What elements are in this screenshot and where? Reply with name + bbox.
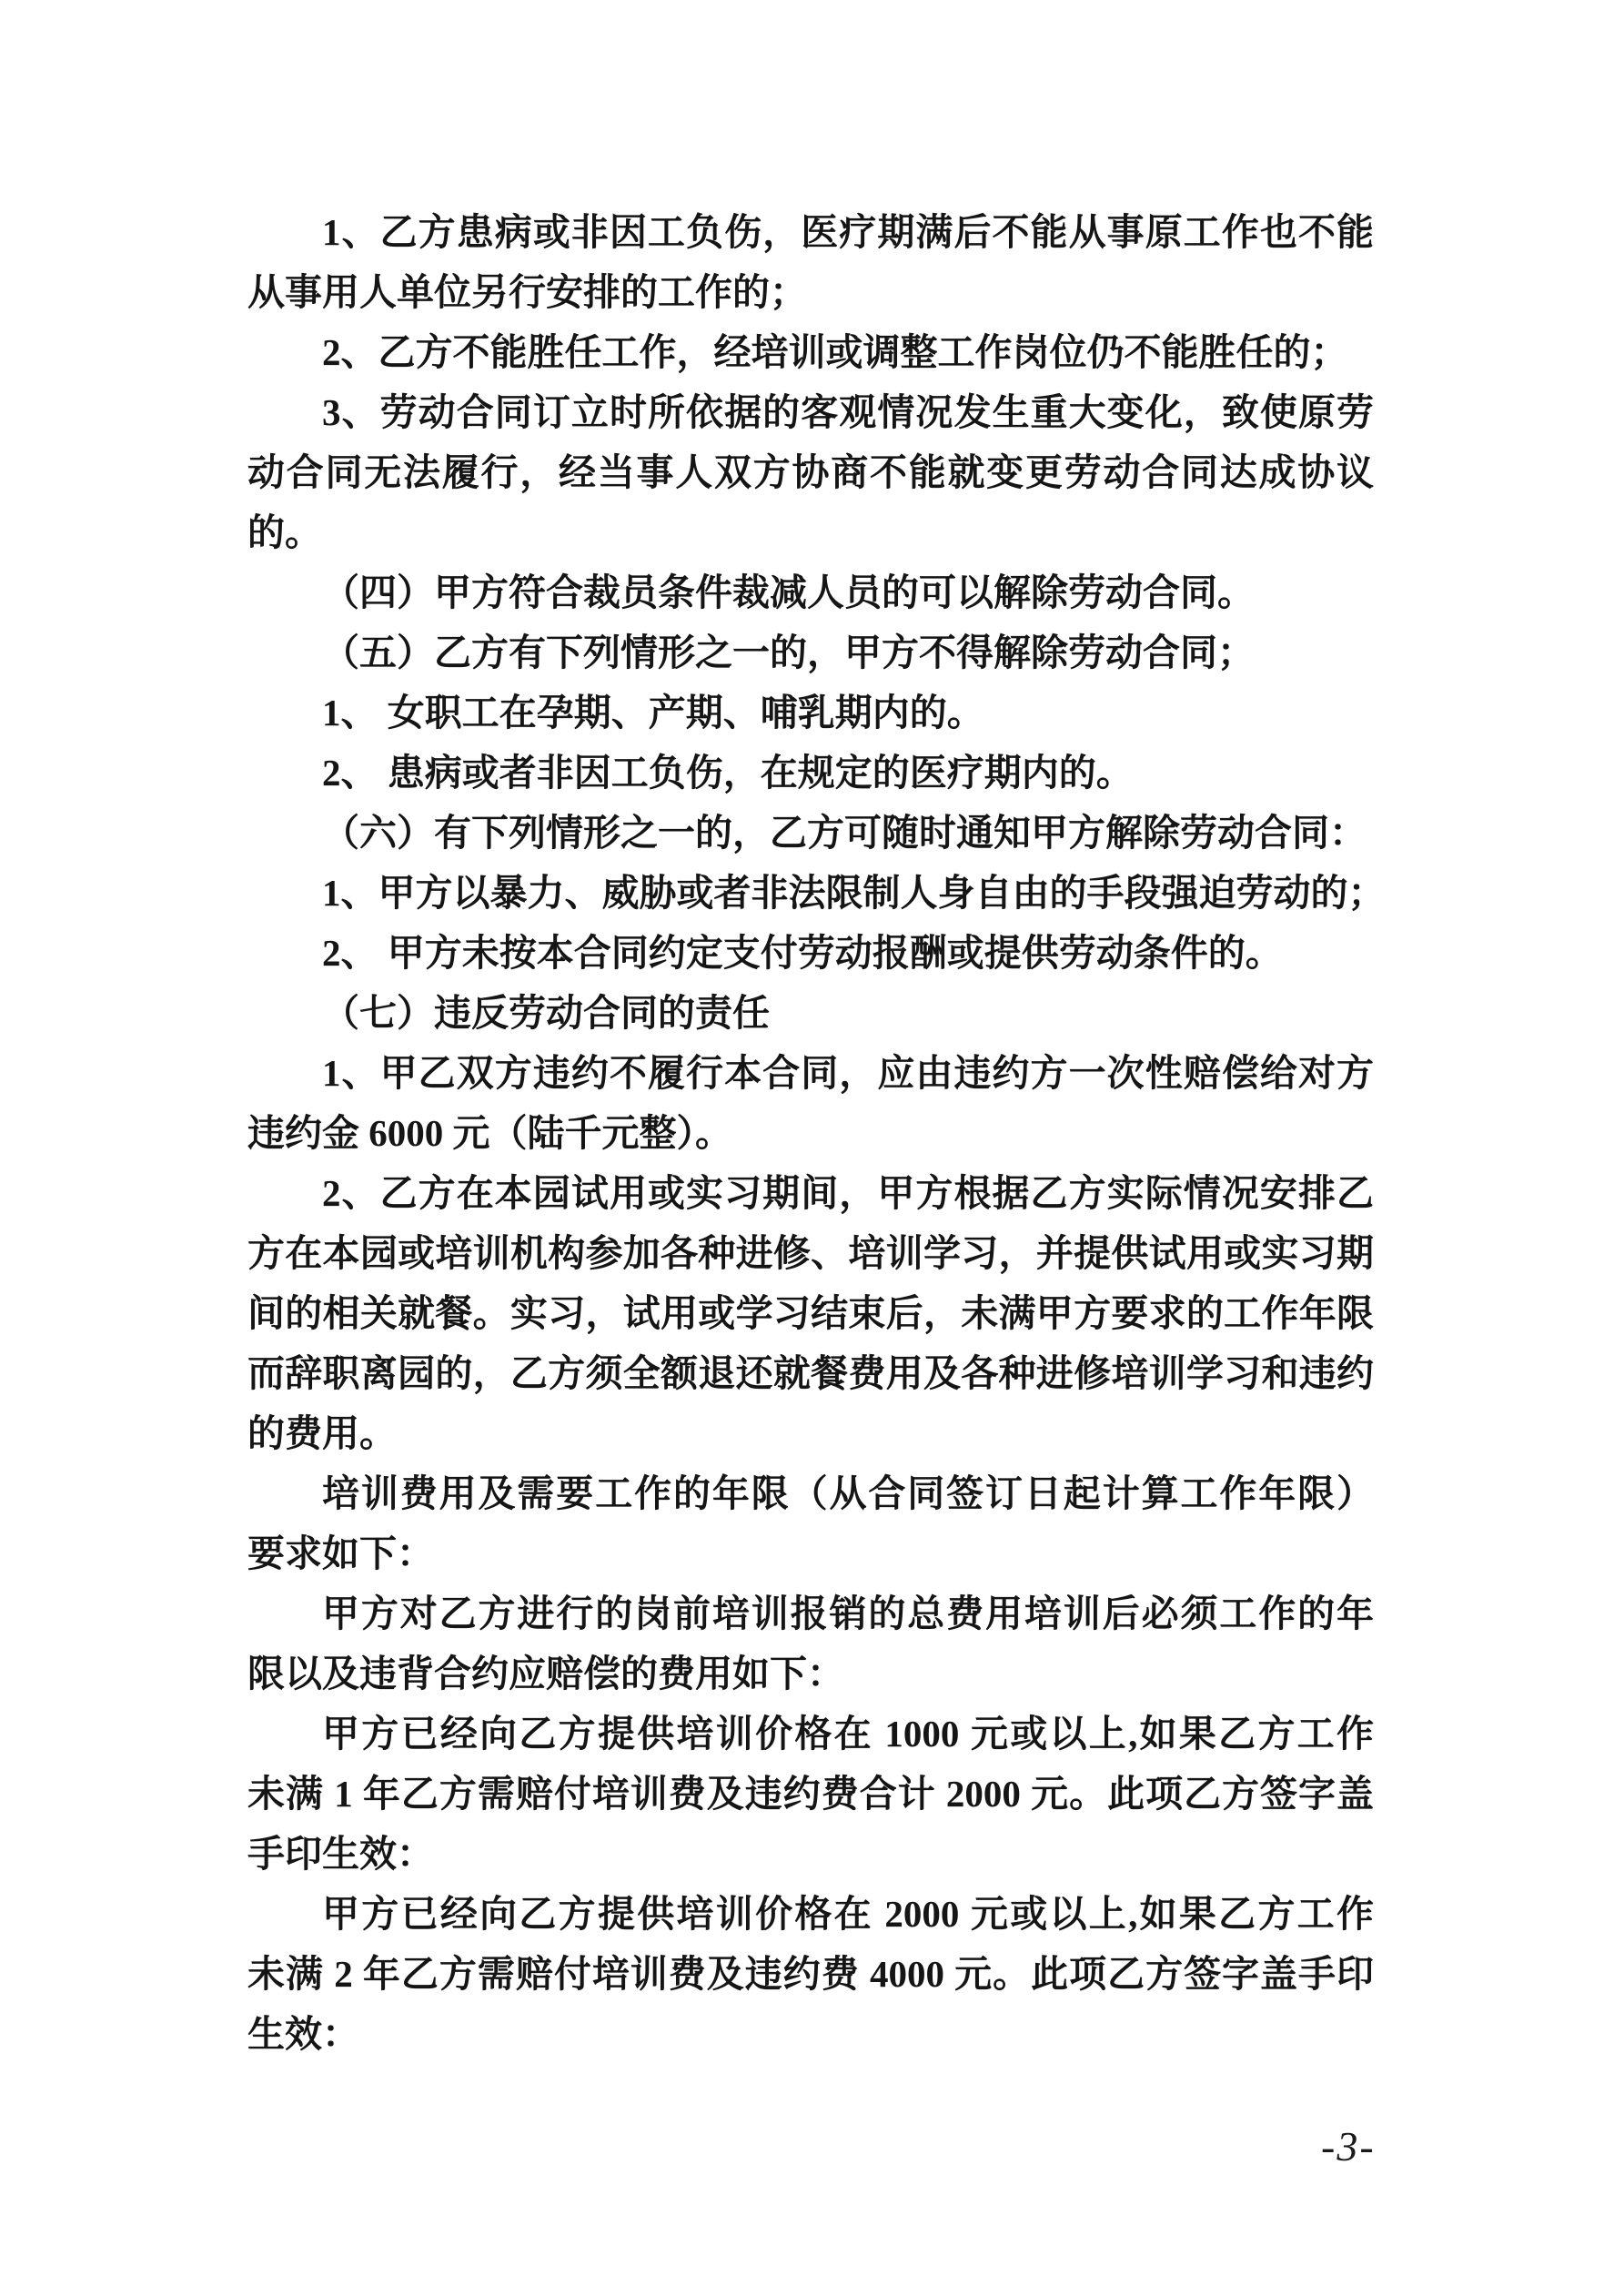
- page-number: -3-: [1321, 2123, 1376, 2170]
- text-line: 1、甲方以暴力、威胁或者非法限制人身自由的手段强迫劳动的；: [322, 872, 1386, 914]
- text-line: 未满 1 年乙方需赔付培训费及违约费合计 2000 元。此项乙方签字盖: [247, 1773, 1374, 1815]
- text-line: 要求如下：: [247, 1532, 434, 1574]
- text-line: （六）有下列情形之一的，乙方可随时通知甲方解除劳动合同：: [322, 812, 1367, 854]
- text-line: 甲方对乙方进行的岗前培训报销的总费用培训后必须工作的年: [322, 1593, 1374, 1634]
- text-line: 2、乙方在本园试用或实习期间，甲方根据乙方实际情况安排乙: [322, 1172, 1374, 1214]
- text-line: 1、甲乙双方违约不履行本合同，应由违约方一次性赔偿给对方: [322, 1052, 1374, 1094]
- text-line: 培训费用及需要工作的年限（从合同签订日起计算工作年限）: [322, 1472, 1374, 1514]
- text-line: 2、乙方不能胜任工作，经培训或调整工作岗位仍不能胜任的；: [322, 331, 1348, 373]
- text-line: 的费用。: [247, 1412, 397, 1454]
- text-line: 未满 2 年乙方需赔付培训费及违约费 4000 元。此项乙方签字盖手印: [247, 1953, 1374, 1995]
- text-line: 方在本园或培训机构参加各种进修、培训学习，并提供试用或实习期: [247, 1232, 1374, 1274]
- text-line: 限以及违背合约应赔偿的费用如下：: [247, 1653, 844, 1694]
- text-line: （五）乙方有下列情形之一的，甲方不得解除劳动合同；: [322, 632, 1255, 673]
- text-line: 间的相关就餐。实习，试用或学习结束后，未满甲方要求的工作年限: [247, 1292, 1374, 1334]
- text-line: 动合同无法履行，经当事人双方协商不能就变更劳动合同达成协议: [247, 451, 1374, 493]
- text-line: （七）违反劳动合同的责任: [322, 992, 770, 1034]
- text-line: 的。: [247, 511, 322, 553]
- text-line: 1、 女职工在孕期、产期、哺乳期内的。: [322, 692, 984, 733]
- text-line: 甲方已经向乙方提供培训价格在 2000 元或以上,如果乙方工作: [322, 1893, 1374, 1935]
- contract-text-block: [247, 202, 1386, 2064]
- text-line: 从事用人单位另行安排的工作的；: [247, 271, 807, 313]
- text-line: 生效：: [247, 2013, 359, 2055]
- text-line: （四）甲方符合裁员条件裁减人员的可以解除劳动合同。: [322, 571, 1255, 613]
- text-line: 3、劳动合同订立时所依据的客观情况发生重大变化，致使原劳: [322, 391, 1374, 433]
- text-line: 甲方已经向乙方提供培训价格在 1000 元或以上,如果乙方工作: [322, 1713, 1374, 1755]
- text-line: 1、乙方患病或非因工负伤，医疗期满后不能从事原工作也不能: [322, 211, 1374, 253]
- text-line: 而辞职离园的，乙方须全额退还就餐费用及各种进修培训学习和违约: [247, 1352, 1374, 1394]
- text-line: 手印生效：: [247, 1833, 434, 1875]
- text-line: 2、 患病或者非因工负伤，在规定的医疗期内的。: [322, 752, 1134, 794]
- text-line: 2、 甲方未按本合同约定支付劳动报酬或提供劳动条件的。: [322, 932, 1283, 974]
- text-line: 违约金 6000 元（陆千元整）。: [247, 1112, 732, 1154]
